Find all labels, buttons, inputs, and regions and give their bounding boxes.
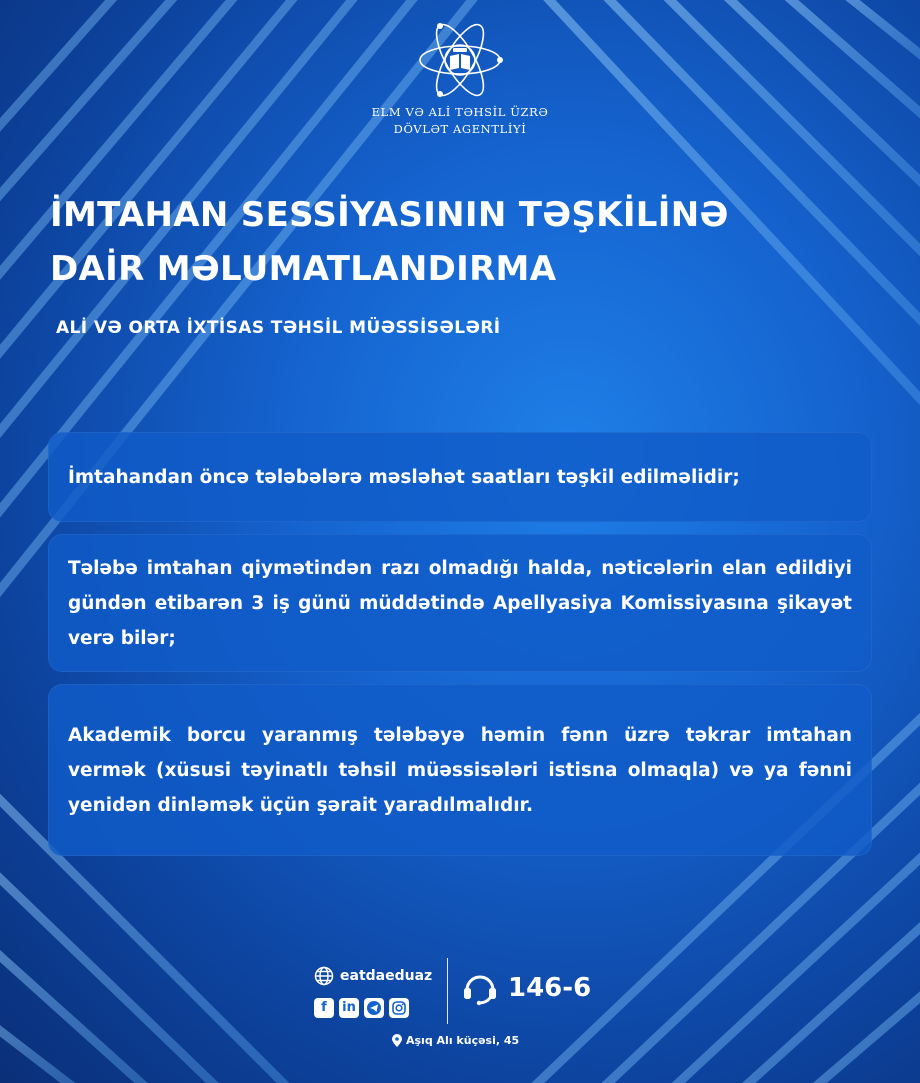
social-handle-row	[314, 966, 432, 986]
address-text: Aşıq Alı küçəsi, 45	[406, 1034, 520, 1047]
facebook-icon[interactable]: f	[314, 998, 334, 1018]
footer-divider	[447, 958, 448, 1024]
agency-name-line2: DÖVLƏT AGENTLİYİ	[393, 122, 527, 136]
info-card-text: İmtahandan öncə tələbələrə məsləhət saatları təşkil edilməlidir;	[68, 466, 740, 488]
address	[392, 1034, 519, 1047]
agency-name	[300, 104, 620, 138]
info-card-1	[48, 432, 872, 522]
social-icons	[314, 998, 432, 1018]
info-card-text: Tələbə imtahan qiymətindən razı olmadığı halda, nəticələrin elan edildiyi gündən etibarən 3 iş günü müddətində Apellyasiya Komissiyasına şikayət verə bilər;	[68, 557, 852, 649]
info-card-2	[48, 534, 872, 672]
agency-logo-icon	[415, 18, 505, 102]
globe-icon	[314, 966, 334, 986]
page-title-line2: DAİR MƏLUMATLANDIRMA	[50, 249, 557, 289]
hotline[interactable]	[460, 968, 591, 1008]
linkedin-icon[interactable]: in	[339, 998, 359, 1018]
hotline-number[interactable]: 146-6	[508, 973, 592, 1003]
social-block	[314, 966, 432, 1018]
info-card-text: Akademik borcu yaranmış tələbəyə həmin fənn üzrə təkrar imtahan vermək (xüsusi təyinatlı təhsil müəssisələri istisna olmaqla) və ya fənni yenidən dinləmək üçün şərait yaradılmalıdır.	[68, 724, 852, 816]
telegram-icon[interactable]	[364, 998, 384, 1018]
social-handle[interactable]: eatdaeduaz	[340, 968, 433, 984]
instagram-icon[interactable]	[389, 998, 409, 1018]
headset-icon	[460, 968, 500, 1008]
agency-name-line1: ELM VƏ ALİ TƏHSİL ÜZRƏ	[371, 105, 549, 119]
page-subtitle: ALİ VƏ ORTA İXTİSAS TƏHSİL MÜƏSSİSƏLƏRİ	[56, 318, 501, 338]
info-card-3	[48, 684, 872, 856]
page-title-line1: İMTAHAN SESSİYASININ TƏŞKİLİNƏ	[50, 195, 729, 235]
location-pin-icon	[392, 1034, 402, 1047]
page-title	[50, 188, 870, 296]
